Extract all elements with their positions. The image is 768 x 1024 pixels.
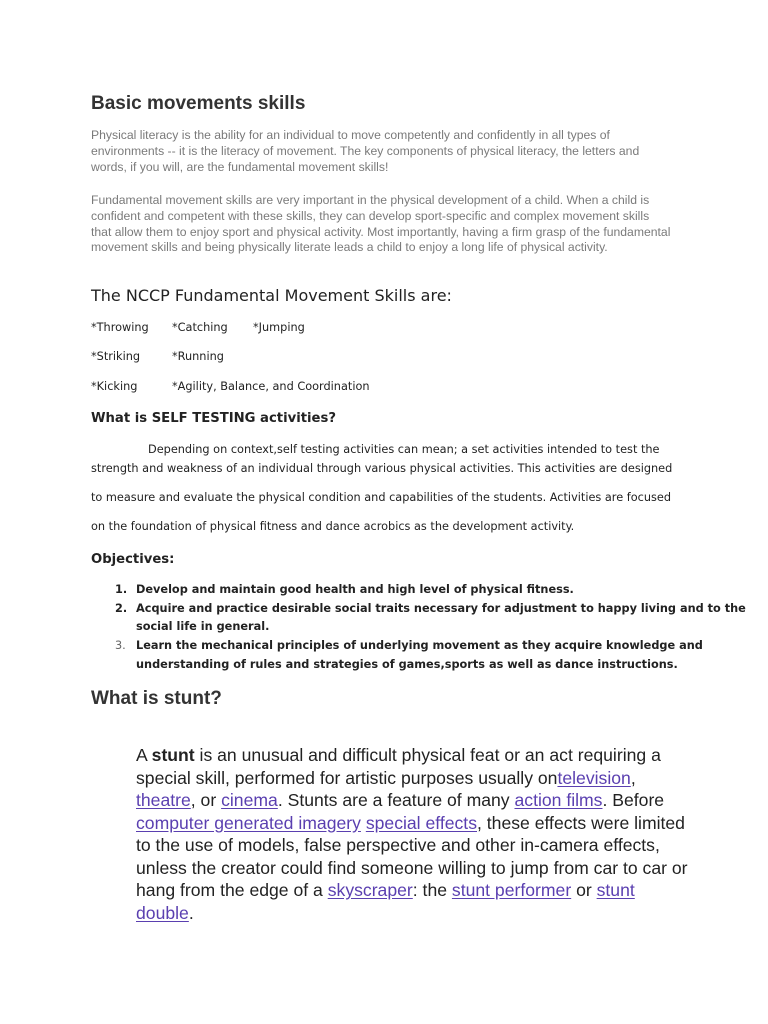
objective-number: 1. bbox=[115, 583, 128, 596]
stunt-text: A bbox=[136, 745, 152, 765]
stunt-text: . Before bbox=[602, 790, 665, 810]
stunt-text: . Stunts are a feature of many bbox=[277, 790, 515, 810]
stunt-bold-term: stunt bbox=[151, 745, 195, 765]
objective-text: understanding of rules and strategies of games,sports as well as dance instructions. bbox=[136, 658, 678, 671]
skill-item: *Catching bbox=[172, 321, 228, 334]
skill-item: *Running bbox=[172, 350, 224, 363]
skill-item: *Throwing bbox=[91, 321, 149, 334]
stunt-heading: What is stunt? bbox=[91, 688, 222, 709]
objective-text: Acquire and practice desirable social traits necessary for adjustment to happy living and to the bbox=[136, 602, 746, 615]
section-title-basic-movements: Basic movements skills bbox=[91, 93, 306, 114]
link-television[interactable]: television bbox=[557, 767, 631, 788]
link-cinema[interactable]: cinema bbox=[221, 790, 278, 810]
link-computer-generated-imagery[interactable]: computer generated imagery bbox=[136, 812, 361, 833]
self-testing-line: on the foundation of physical fitness and dance acrobics as the development activity. bbox=[91, 520, 575, 533]
stunt-text: , these effects were limited to the use of models, false perspective and other in-camera effects, unless the creator could find someone willing to jump from car to car or hang from the edge of a bbox=[136, 812, 688, 900]
self-testing-line: Depending on context,self testing activities can mean; a set activities intended to test the bbox=[148, 443, 660, 456]
link-action-films[interactable]: action films bbox=[514, 790, 603, 810]
objective-text: Develop and maintain good health and high level of physical fitness. bbox=[136, 583, 574, 596]
objective-text: Learn the mechanical principles of underlying movement as they acquire knowledge and bbox=[136, 639, 703, 652]
objective-number: 2. bbox=[115, 602, 128, 615]
stunt-text: , bbox=[630, 767, 636, 788]
skill-item: *Agility, Balance, and Coordination bbox=[172, 380, 370, 393]
stunt-text: : the bbox=[412, 880, 452, 900]
objective-number: 3. bbox=[115, 639, 126, 652]
stunt-text: . bbox=[188, 902, 194, 923]
objective-text: social life in general. bbox=[136, 620, 270, 633]
link-stunt-performer[interactable]: stunt performer bbox=[451, 880, 572, 900]
self-testing-line: to measure and evaluate the physical condition and capabilities of the students. Activities are focused bbox=[91, 491, 672, 504]
skill-item: *Striking bbox=[91, 350, 141, 363]
paragraph-physical-literacy: Physical literacy is the ability for an individual to move competently and confidently in all types of environments -- it is the literacy of movement. The key components of physical literacy, the letters and words, if you will, are the fundamental movement skills! bbox=[91, 128, 640, 174]
objectives-heading: Objectives: bbox=[91, 552, 175, 567]
paragraph-fundamental-skills: Fundamental movement skills are very important in the physical development of a child. When a child is confident and competent with these skills, they can develop sport-specific and complex movement skills that allow them to enjoy sport and physical activity. Most importantly, having a firm grasp of the fundamental movement skills and being physically literate leads a child to enjoy a long life of physical activity. bbox=[91, 193, 671, 255]
nccp-heading: The NCCP Fundamental Movement Skills are: bbox=[91, 286, 452, 305]
stunt-paragraph bbox=[136, 744, 696, 924]
skill-item: *Kicking bbox=[91, 380, 138, 393]
stunt-text: is an unusual and difficult physical feat or an act requiring a special skill, performed for artistic purposes usually on bbox=[136, 745, 661, 788]
self-testing-line: strength and weakness of an individual through various physical activities. This activities are designed bbox=[91, 462, 673, 475]
link-stunt-double[interactable]: stunt double bbox=[136, 880, 635, 923]
stunt-text: , or bbox=[190, 790, 222, 810]
link-special-effects[interactable]: special effects bbox=[365, 812, 477, 833]
self-testing-heading: What is SELF TESTING activities? bbox=[91, 411, 336, 426]
stunt-text: or bbox=[571, 880, 597, 900]
link-theatre[interactable]: theatre bbox=[136, 790, 191, 810]
link-skyscraper[interactable]: skyscraper bbox=[327, 880, 413, 900]
skill-item: *Jumping bbox=[253, 321, 305, 334]
